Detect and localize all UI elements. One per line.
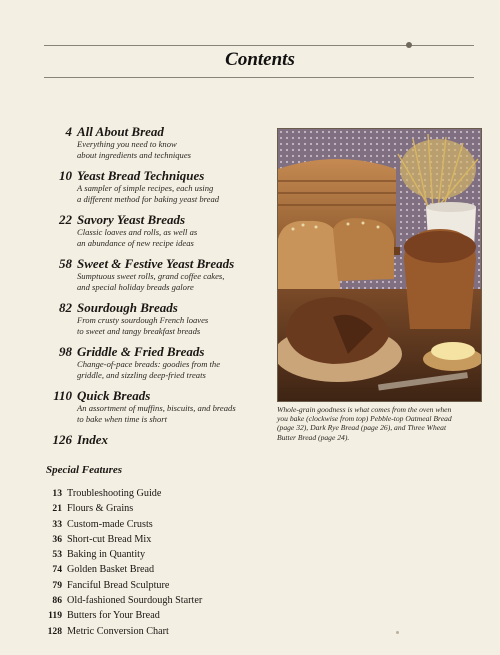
special-features-heading: Special Features <box>46 464 123 476</box>
feature-title: Metric Conversion Chart <box>67 625 169 637</box>
special-feature-item[interactable] <box>40 486 340 501</box>
toc-description-line: A sampler of simple recipes, each using <box>77 183 214 193</box>
toc-page-number: 10 <box>59 168 72 183</box>
photo-caption <box>277 405 483 442</box>
bread-photo-illustration <box>278 129 481 401</box>
toc-entry[interactable] <box>40 432 275 447</box>
feature-page-number: 86 <box>52 595 62 607</box>
toc-description-line: Everything you need to know <box>77 139 177 149</box>
toc-description-line: Classic loaves and rolls, as well as <box>77 227 198 237</box>
toc-description-line: to bake when time is short <box>77 413 167 424</box>
toc-title: Savory Yeast Breads <box>77 212 186 227</box>
special-feature-item[interactable] <box>40 578 340 593</box>
toc-page-number: 82 <box>59 300 72 315</box>
page-title: Contents <box>225 49 295 70</box>
caption-line: (page 32), Dark Rye Bread (page 26), and Three Wheat <box>277 423 447 433</box>
toc-entry[interactable] <box>40 256 275 292</box>
special-features-list <box>40 486 340 639</box>
feature-title: Custom-made Crusts <box>67 518 153 530</box>
toc-entry[interactable] <box>40 300 275 336</box>
toc-page-number: 98 <box>59 344 72 359</box>
toc-page-number: 110 <box>53 388 72 403</box>
toc-page-number: 126 <box>52 432 72 447</box>
toc-title: Quick Breads <box>77 388 151 403</box>
feature-title: Butters for Your Bread <box>67 610 160 622</box>
caption-line: Butter Bread (page 24). <box>277 432 350 442</box>
header-rule-bottom <box>44 77 474 78</box>
toc-entry[interactable] <box>40 168 275 204</box>
special-feature-item[interactable] <box>40 532 340 547</box>
feature-page-number: 36 <box>52 533 62 545</box>
toc-page-number: 4 <box>65 124 72 139</box>
feature-page-number: 33 <box>52 518 62 530</box>
feature-page-number: 74 <box>52 564 62 576</box>
caption-line: you bake (clockwise from top) Pebble-top Oatmeal Bread <box>277 414 452 424</box>
feature-page-number: 119 <box>48 610 62 622</box>
toc-title: Sweet & Festive Yeast Breads <box>77 256 235 271</box>
toc-description-line: Change-of-pace breads: goodies from the <box>77 359 221 369</box>
toc-description-line: to sweet and tangy breakfast breads <box>77 325 201 336</box>
special-feature-item[interactable] <box>40 593 340 608</box>
feature-title: Fanciful Bread Sculpture <box>67 579 170 591</box>
toc-entry[interactable] <box>40 124 275 160</box>
toc-description-line: griddle, and sizzling deep-fried treats <box>77 369 206 380</box>
feature-title: Flours & Grains <box>67 503 134 515</box>
feature-title: Golden Basket Bread <box>67 564 155 576</box>
toc-title: All About Bread <box>77 124 164 139</box>
special-feature-item[interactable] <box>40 608 340 623</box>
feature-page-number: 13 <box>52 488 62 499</box>
feature-title: Troubleshooting Guide <box>67 488 162 499</box>
feature-title: Baking in Quantity <box>67 549 146 561</box>
feature-page-number: 128 <box>47 625 62 637</box>
special-feature-item[interactable] <box>40 547 340 562</box>
caption-line: Whole-grain goodness is what comes from the oven when <box>277 405 452 414</box>
toc-entry[interactable] <box>40 212 275 248</box>
page-speck <box>396 631 399 634</box>
toc-description-line: From crusty sourdough French loaves <box>77 315 209 325</box>
bread-photo <box>277 128 482 402</box>
toc-title: Sourdough Breads <box>77 300 178 315</box>
table-of-contents <box>40 124 275 455</box>
toc-page-number: 58 <box>59 256 72 271</box>
special-feature-item[interactable] <box>40 624 340 639</box>
toc-description-line: about ingredients and techniques <box>77 149 192 160</box>
special-feature-item[interactable] <box>40 562 340 577</box>
feature-page-number: 79 <box>52 579 62 591</box>
toc-page-number: 22 <box>59 212 72 227</box>
toc-title: Index <box>77 432 109 447</box>
toc-description-line: a different method for baking yeast bread <box>77 193 220 204</box>
feature-title: Short-cut Bread Mix <box>67 533 152 545</box>
toc-description-line: and special holiday breads galore <box>77 281 194 292</box>
special-feature-item[interactable] <box>40 501 340 516</box>
header-ornament-dot <box>406 42 412 48</box>
toc-description-line: Sumptuous sweet rolls, grand coffee cakes, <box>77 271 225 281</box>
feature-title: Old-fashioned Sourdough Starter <box>67 595 203 607</box>
feature-page-number: 53 <box>52 549 62 561</box>
toc-title: Yeast Bread Techniques <box>77 168 205 183</box>
feature-page-number: 21 <box>52 503 62 515</box>
toc-description-line: an abundance of new recipe ideas <box>77 237 194 248</box>
special-feature-item[interactable] <box>40 517 340 532</box>
toc-entry[interactable] <box>40 344 275 380</box>
toc-entry[interactable] <box>40 388 275 424</box>
toc-description-line: An assortment of muffins, biscuits, and breads <box>77 403 236 413</box>
toc-title: Griddle & Fried Breads <box>77 344 205 359</box>
